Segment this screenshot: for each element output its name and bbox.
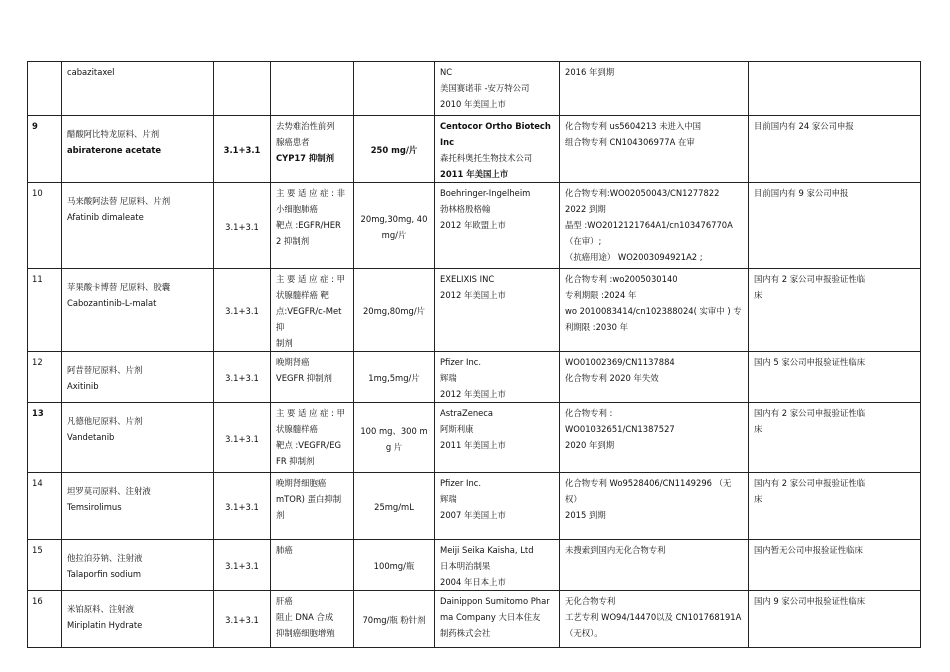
table-row (28, 116, 921, 183)
registration-class-cell (214, 62, 271, 116)
company-line: Pfizer Inc. (440, 478, 482, 488)
patent-cell (560, 62, 749, 116)
row-number-cell (28, 403, 62, 473)
indication-line: 晚期肾癌 (276, 357, 310, 367)
patent-line: 化合物专利 2020 年失效 (565, 373, 659, 383)
company-line: 2011 年美国上市 (440, 169, 509, 179)
drug-name-cell (62, 473, 214, 540)
drug-name-line: Afatinib dimaleate (67, 212, 144, 222)
domestic-filing-line: 目前国内有 9 家公司申报 (754, 188, 849, 198)
indication-cell (271, 62, 354, 116)
patent-line: 化合物专利 : (565, 408, 613, 418)
indication-line: 主 要 适 应 症 : 甲 (276, 408, 346, 418)
registration-class-cell (214, 116, 271, 183)
specification: 250 mg/片 (370, 145, 418, 155)
indication-line: 阻止 DNA 合成 (276, 612, 334, 622)
drug-name-line: Temsirolimus (67, 502, 122, 512)
row-number-cell (28, 352, 62, 403)
registration-class: 3.1+3.1 (225, 433, 259, 444)
registration-class: 3.1+3.1 (225, 502, 259, 512)
drug-name-line: 马来酸阿法替 尼原料、片剂 (67, 196, 171, 206)
specification: 100 mg、300 mg 片 (360, 425, 428, 452)
indication-line: CYP17 抑制剂 (276, 153, 335, 163)
indication-cell (271, 540, 354, 591)
drug-name-line: Vandetanib (67, 432, 115, 442)
domestic-filing-line: 国内 5 家公司申报验证性临床 (754, 357, 866, 367)
drug-name-cell (62, 540, 214, 591)
patent-line: 利期限 :2030 年 (565, 322, 628, 332)
row-number-cell (28, 183, 62, 269)
drug-name-cell (62, 352, 214, 403)
company-line: 2004 年日本上市 (440, 577, 506, 587)
indication-line: 晚期肾细胞癌 (276, 478, 327, 488)
specification-cell (354, 403, 435, 473)
patent-line: 无化合物专利 (565, 596, 616, 606)
drug-name-line: Talaporfin sodium (67, 569, 142, 579)
row-number: 10 (32, 188, 43, 198)
table-row (28, 540, 921, 591)
domestic-filing-line: 床 (754, 424, 763, 434)
specification: 20mg,80mg/片 (362, 306, 426, 316)
indication-cell (271, 352, 354, 403)
table-row (28, 183, 921, 269)
patent-line: 权） (565, 494, 582, 504)
drug-name-cell (62, 269, 214, 352)
patent-line: 2015 到期 (565, 510, 606, 520)
drug-name-line: abiraterone acetate (67, 145, 162, 155)
table-row (28, 352, 921, 403)
domestic-filing-cell (749, 183, 921, 269)
row-number: 15 (32, 545, 43, 555)
drug-name-line: 苹果酸卡博替 尼原料、胶囊 (67, 282, 171, 292)
patent-cell (560, 473, 749, 540)
company-line: Meiji Seika Kaisha, Ltd (440, 545, 534, 555)
drug-name-line: 坦罗莫司原料、注射液 (67, 486, 151, 496)
patent-cell (560, 183, 749, 269)
registration-class-cell (214, 403, 271, 473)
registration-class-cell (214, 269, 271, 352)
row-number-cell (28, 62, 62, 116)
row-number-cell (28, 269, 62, 352)
row-number: 16 (32, 596, 43, 606)
company-line: 阿斯利康 (440, 424, 474, 434)
domestic-filing-cell (749, 591, 921, 648)
indication-line: 去势难治性前列 (276, 121, 335, 131)
company-line: Boehringer-Ingelheim (440, 188, 531, 198)
drug-table (27, 61, 921, 648)
specification-cell (354, 62, 435, 116)
patent-line: 组合物专利 CN104306977A 在审 (565, 137, 695, 147)
drug-name-line: 凡德他尼原料、片剂 (67, 416, 143, 426)
indication-line: 2 抑制剂 (276, 236, 310, 246)
indication-line: 主 要 适 应 症 : 甲 (276, 274, 346, 284)
registration-class: 3.1+3.1 (225, 221, 259, 232)
row-number: 9 (32, 121, 38, 131)
patent-line: 2022 到期 (565, 204, 606, 214)
company-cell (435, 352, 560, 403)
indication-line: 靶点 :EGFR/HER (276, 220, 341, 230)
registration-class-cell (214, 352, 271, 403)
row-number-cell (28, 116, 62, 183)
specification: 70mg/瓶 粉针剂 (362, 615, 426, 625)
domestic-filing-cell (749, 473, 921, 540)
domestic-filing-line: 国内 9 家公司申报验证性临床 (754, 596, 866, 606)
domestic-filing-cell (749, 540, 921, 591)
patent-line: 化合物专利 Wo9528406/CN1149296 （无 (565, 478, 732, 488)
patent-line: wo 2010083414/cn102388024( 实审中 ) 专 (565, 306, 742, 316)
registration-class-cell (214, 473, 271, 540)
patent-cell (560, 403, 749, 473)
specification-cell (354, 183, 435, 269)
indication-line: mTOR) 蛋白抑制 (276, 494, 342, 504)
patent-line: 化合物专利 :wo2005030140 (565, 274, 678, 284)
company-line: 2007 年美国上市 (440, 510, 506, 520)
specification: 25mg/mL (374, 502, 414, 512)
domestic-filing-cell (749, 269, 921, 352)
row-number: 12 (32, 357, 43, 367)
registration-class: 3.1+3.1 (225, 561, 259, 571)
row-number: 14 (32, 478, 43, 488)
domestic-filing-line: 床 (754, 290, 763, 300)
indication-line: 肺癌 (276, 545, 293, 555)
indication-cell (271, 116, 354, 183)
table-body (28, 62, 921, 648)
company-line: 森托科奥托生物技术公司 (440, 153, 533, 163)
company-cell (435, 62, 560, 116)
company-line: Pfizer Inc. (440, 357, 482, 367)
table-row (28, 591, 921, 648)
specification-cell (354, 540, 435, 591)
domestic-filing-cell (749, 116, 921, 183)
row-number-cell (28, 540, 62, 591)
table-row (28, 473, 921, 540)
indication-line: 状腺髓样癌 (276, 424, 318, 434)
row-number-cell (28, 591, 62, 648)
drug-name-cell (62, 403, 214, 473)
registration-class: 3.1+3.1 (225, 615, 259, 625)
company-cell (435, 269, 560, 352)
drug-name-cell (62, 591, 214, 648)
drug-name-line: 米铂原料、注射液 (67, 604, 134, 614)
domestic-filing-line: 国内暂无公司申报验证性临床 (754, 545, 863, 555)
company-line: 2012 年美国上市 (440, 389, 506, 399)
company-line: 辉瑞 (440, 494, 457, 504)
company-line: Dainippon Sumitomo Phar (440, 596, 550, 606)
drug-name-line: 他拉泊芬钠、注射液 (67, 553, 143, 563)
company-line: 制药株式会社 (440, 628, 491, 638)
patent-line: 晶型 :WO2012121764A1/cn103476770A (565, 220, 733, 230)
row-number: 13 (32, 408, 44, 418)
patent-cell (560, 591, 749, 648)
patent-line: （无权）。 (565, 628, 603, 638)
patent-line: 化合物专利:WO02050043/CN1277822 (565, 188, 720, 198)
table-row (28, 62, 921, 116)
indication-cell (271, 269, 354, 352)
company-line: 勃林格殷格翰 (440, 204, 491, 214)
specification: 100mg/瓶 (373, 561, 415, 571)
indication-line: 抑制癌细胞增殖 (276, 628, 335, 638)
drug-name-line: Axitinib (67, 381, 99, 391)
row-number: 11 (32, 274, 43, 284)
patent-line: WO01002369/CN1137884 (565, 357, 675, 367)
company-cell (435, 116, 560, 183)
patent-cell (560, 269, 749, 352)
company-line: 辉瑞 (440, 373, 457, 383)
indication-cell (271, 183, 354, 269)
company-line: ma Company 大日本住友 (440, 612, 541, 622)
registration-class: 3.1+3.1 (225, 373, 259, 383)
patent-line: 专利期限 :2024 年 (565, 290, 637, 300)
patent-line: 工艺专利 WO94/14470以及 CN101768191A (565, 612, 742, 622)
domestic-filing-line: 目前国内有 24 家公司申报 (754, 121, 854, 131)
company-line: 2011 年美国上市 (440, 440, 506, 450)
drug-name-line: 阿昔替尼原料、片剂 (67, 365, 143, 375)
specification-cell (354, 352, 435, 403)
patent-line: 化合物专利 us5604213 未进入中国 (565, 121, 702, 131)
patent-line: 未搜索到国内无化合物专利 (565, 545, 666, 555)
company-cell (435, 403, 560, 473)
specification: 20mg,30mg, 40mg/片 (360, 213, 428, 240)
drug-name-cell (62, 62, 214, 116)
domestic-filing-line: 国内有 2 家公司申报验证性临 (754, 274, 866, 284)
company-line: Inc (440, 137, 455, 147)
indication-line: 腺癌患者 (276, 137, 310, 147)
domestic-filing-line: 国内有 2 家公司申报验证性临 (754, 408, 866, 418)
company-line: 日本明治制果 (440, 561, 491, 571)
registration-class-cell (214, 540, 271, 591)
indication-line: 点:VEGFR/c-Met抑 (276, 306, 342, 332)
patent-line: 2016 年到期 (565, 67, 615, 77)
indication-line: 剂 (276, 510, 285, 520)
company-cell (435, 473, 560, 540)
drug-name-line: 醋酸阿比特龙原料、片剂 (67, 129, 160, 139)
specification-cell (354, 116, 435, 183)
company-line: 2012 年美国上市 (440, 290, 506, 300)
patent-line: （抗癌用途） WO2003094921A2 ; (565, 252, 703, 262)
company-line: 2012 年欧盟上市 (440, 220, 506, 230)
domestic-filing-line: 国内有 2 家公司申报验证性临 (754, 478, 866, 488)
indication-line: 主 要 适 应 症 : 非 (276, 188, 346, 198)
drug-name-cell (62, 183, 214, 269)
registration-class: 3.1+3.1 (225, 306, 259, 316)
drug-name-line: Cabozantinib-L-malat (67, 298, 157, 308)
indication-line: 靶点 :VEGFR/EG (276, 440, 341, 450)
patent-cell (560, 352, 749, 403)
company-line: Centocor Ortho Biotech (440, 121, 551, 131)
table-row (28, 269, 921, 352)
indication-line: 状腺髓样癌 靶 (276, 290, 329, 300)
company-line: 2010 年美国上市 (440, 99, 506, 109)
patent-line: 2020 年到期 (565, 440, 615, 450)
patent-cell (560, 116, 749, 183)
indication-line: FR 抑制剂 (276, 456, 315, 466)
indication-cell (271, 403, 354, 473)
specification-cell (354, 269, 435, 352)
company-line: 美国赛诺菲 -安万特公司 (440, 83, 530, 93)
registration-class: 3.1+3.1 (223, 145, 261, 155)
specification: 1mg,5mg/片 (368, 373, 420, 383)
registration-class-cell (214, 591, 271, 648)
company-line: NC (440, 67, 453, 77)
drug-name-cell (62, 116, 214, 183)
registration-class-cell (214, 183, 271, 269)
company-line: AstraZeneca (440, 408, 494, 418)
patent-line: WO01032651/CN1387527 (565, 424, 675, 434)
indication-line: 肝癌 (276, 596, 293, 606)
drug-name-line: cabazitaxel (67, 67, 115, 77)
company-cell (435, 540, 560, 591)
domestic-filing-line: 床 (754, 494, 763, 504)
row-number-cell (28, 473, 62, 540)
indication-line: 制剂 (276, 338, 293, 348)
domestic-filing-cell (749, 62, 921, 116)
indication-cell (271, 473, 354, 540)
specification-cell (354, 591, 435, 648)
company-line: EXELIXIS INC (440, 274, 495, 284)
indication-line: 小细胞肺癌 (276, 204, 318, 214)
company-cell (435, 591, 560, 648)
domestic-filing-cell (749, 403, 921, 473)
domestic-filing-cell (749, 352, 921, 403)
table-row (28, 403, 921, 473)
drug-name-line: Miriplatin Hydrate (67, 620, 143, 630)
indication-line: VEGFR 抑制剂 (276, 373, 332, 383)
specification-cell (354, 473, 435, 540)
company-cell (435, 183, 560, 269)
indication-cell (271, 591, 354, 648)
patent-cell (560, 540, 749, 591)
patent-line: （在审）; (565, 236, 602, 246)
